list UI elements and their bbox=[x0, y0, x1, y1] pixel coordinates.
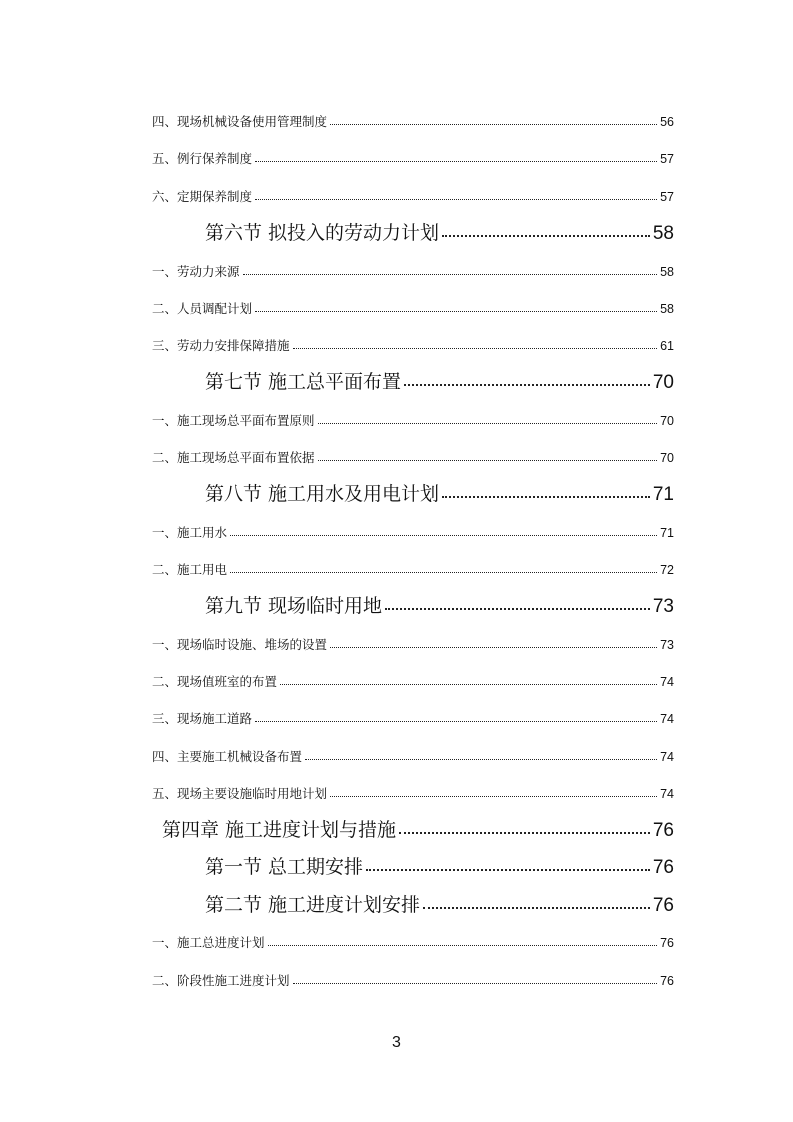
toc-entry[interactable] bbox=[205, 890, 674, 916]
toc-entry[interactable] bbox=[152, 672, 674, 692]
toc-entry-title: 五、例行保养制度 bbox=[152, 151, 253, 166]
toc-entry-title: 二、阶段性施工进度计划 bbox=[152, 973, 290, 988]
toc-entry[interactable] bbox=[152, 560, 674, 580]
toc-entry-page: 58 bbox=[652, 223, 674, 244]
toc-entry[interactable] bbox=[152, 112, 674, 132]
toc-entry[interactable] bbox=[152, 299, 674, 319]
toc-entry-title: 二、施工现场总平面布置依据 bbox=[152, 450, 315, 465]
toc-entry[interactable] bbox=[152, 448, 674, 468]
toc-entry-page: 76 bbox=[660, 936, 674, 950]
toc-entry[interactable] bbox=[205, 218, 674, 244]
toc-entry[interactable] bbox=[205, 591, 674, 617]
toc-entry-title: 第二节 施工进度计划安排 bbox=[205, 894, 421, 916]
toc-entry-page: 74 bbox=[660, 675, 674, 689]
toc-entry-page: 71 bbox=[652, 484, 674, 505]
toc-entry[interactable] bbox=[152, 784, 674, 804]
toc-entry[interactable] bbox=[205, 852, 674, 878]
toc-entry-page: 58 bbox=[660, 302, 674, 316]
toc-entry-page: 61 bbox=[660, 339, 674, 353]
toc-entry-title: 一、施工用水 bbox=[152, 525, 228, 540]
toc-entry[interactable] bbox=[205, 367, 674, 393]
toc-entry-title: 第九节 现场临时用地 bbox=[205, 595, 383, 617]
dot-leader bbox=[255, 160, 657, 162]
toc-entry-title: 四、现场机械设备使用管理制度 bbox=[152, 114, 328, 129]
dot-leader bbox=[293, 982, 658, 984]
toc-entry[interactable] bbox=[152, 149, 674, 169]
dot-leader bbox=[404, 383, 650, 386]
dot-leader bbox=[293, 347, 658, 349]
dot-leader bbox=[330, 123, 657, 125]
toc-entry-page: 76 bbox=[652, 820, 674, 841]
dot-leader bbox=[230, 571, 657, 573]
toc-entry-page: 76 bbox=[660, 974, 674, 988]
toc-entry-title: 第八节 施工用水及用电计划 bbox=[205, 483, 440, 505]
toc-entry[interactable] bbox=[152, 971, 674, 991]
toc-entry[interactable] bbox=[152, 933, 674, 953]
toc-entry-page: 76 bbox=[652, 857, 674, 878]
toc-entry-title: 六、定期保养制度 bbox=[152, 189, 253, 204]
dot-leader bbox=[305, 758, 657, 760]
dot-leader bbox=[255, 720, 657, 722]
toc-entry-title: 第七节 施工总平面布置 bbox=[205, 371, 402, 393]
toc-entry-page: 58 bbox=[660, 265, 674, 279]
toc-entry-title: 一、现场临时设施、堆场的设置 bbox=[152, 637, 328, 652]
toc-entry-title: 二、现场值班室的布置 bbox=[152, 674, 278, 689]
toc-entry-page: 70 bbox=[660, 451, 674, 465]
toc-entry-title: 一、施工总进度计划 bbox=[152, 935, 265, 950]
dot-leader bbox=[399, 831, 650, 834]
toc-entry[interactable] bbox=[162, 815, 674, 841]
dot-leader bbox=[230, 534, 657, 536]
toc-entry-title: 四、主要施工机械设备布置 bbox=[152, 749, 303, 764]
toc-entry[interactable] bbox=[152, 187, 674, 207]
dot-leader bbox=[268, 944, 658, 946]
dot-leader bbox=[423, 906, 650, 909]
toc-entry-title: 三、现场施工道路 bbox=[152, 711, 253, 726]
toc-entry-page: 56 bbox=[660, 115, 674, 129]
dot-leader bbox=[255, 310, 657, 312]
toc-entry[interactable] bbox=[152, 635, 674, 655]
toc-entry[interactable] bbox=[152, 747, 674, 767]
toc-entry-page: 70 bbox=[652, 372, 674, 393]
toc-entry-title: 二、施工用电 bbox=[152, 562, 228, 577]
toc-entry-title: 第一节 总工期安排 bbox=[205, 856, 364, 878]
toc-entry-title: 第四章 施工进度计划与措施 bbox=[162, 819, 397, 841]
toc-entry-page: 73 bbox=[660, 638, 674, 652]
dot-leader bbox=[366, 868, 650, 871]
dot-leader bbox=[330, 795, 657, 797]
toc-entry[interactable] bbox=[152, 336, 674, 356]
dot-leader bbox=[385, 607, 650, 610]
toc-entry-title: 一、劳动力来源 bbox=[152, 264, 240, 279]
dot-leader bbox=[442, 234, 650, 237]
dot-leader bbox=[318, 422, 658, 424]
toc-entry[interactable] bbox=[205, 479, 674, 505]
toc-entry-page: 76 bbox=[652, 895, 674, 916]
toc-entry-title: 一、施工现场总平面布置原则 bbox=[152, 413, 315, 428]
page-number: 3 bbox=[392, 1034, 401, 1051]
toc-entry-title: 二、人员调配计划 bbox=[152, 301, 253, 316]
toc-entry-page: 57 bbox=[660, 190, 674, 204]
toc-entry-page: 73 bbox=[652, 596, 674, 617]
dot-leader bbox=[442, 495, 650, 498]
toc-entry[interactable] bbox=[152, 523, 674, 543]
toc-entry-title: 五、现场主要设施临时用地计划 bbox=[152, 786, 328, 801]
toc-entry-page: 74 bbox=[660, 712, 674, 726]
dot-leader bbox=[243, 273, 658, 275]
toc-entry[interactable] bbox=[152, 709, 674, 729]
toc-entry-page: 74 bbox=[660, 750, 674, 764]
dot-leader bbox=[330, 646, 657, 648]
toc-entry-page: 71 bbox=[660, 526, 674, 540]
toc-entry[interactable] bbox=[152, 262, 674, 282]
dot-leader bbox=[318, 459, 658, 461]
toc-entry-page: 72 bbox=[660, 563, 674, 577]
toc-entry-page: 74 bbox=[660, 787, 674, 801]
dot-leader bbox=[255, 198, 657, 200]
dot-leader bbox=[280, 683, 657, 685]
toc-entry-page: 70 bbox=[660, 414, 674, 428]
toc-entry-title: 三、劳动力安排保障措施 bbox=[152, 338, 290, 353]
toc-entry-title: 第六节 拟投入的劳动力计划 bbox=[205, 222, 440, 244]
toc-entry[interactable] bbox=[152, 411, 674, 431]
toc-entry-page: 57 bbox=[660, 152, 674, 166]
